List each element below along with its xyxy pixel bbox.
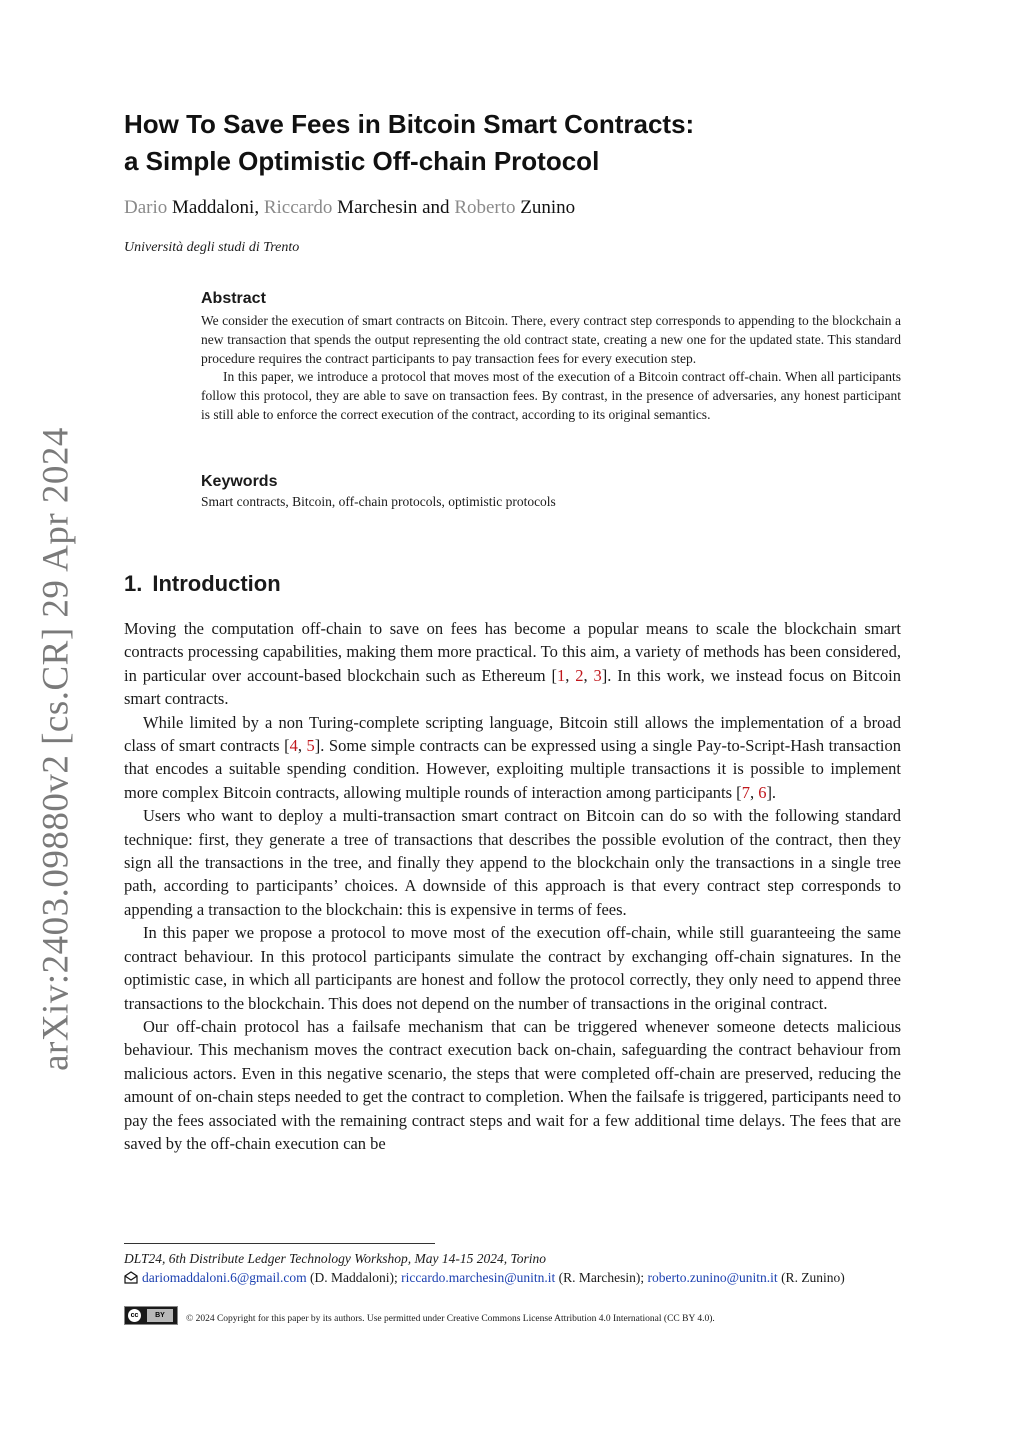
citation-link[interactable]: 5 [306, 736, 315, 756]
keywords-heading: Keywords [201, 473, 278, 490]
email-owner-3: (R. Zunino) [777, 1270, 845, 1285]
keywords-text: Smart contracts, Bitcoin, off-chain protocols, optimistic protocols [201, 494, 556, 509]
footnote-emails [124, 1269, 904, 1287]
citation-link[interactable]: 3 [593, 665, 602, 685]
footnote-divider [124, 1243, 435, 1244]
title-line-2: a Simple Optimistic Off-chain Protocol [124, 146, 600, 176]
title-line-1: How To Save Fees in Bitcoin Smart Contracts: [124, 109, 695, 139]
abstract-paragraph-2: In this paper, we introduce a protocol that moves most of the execution of a Bitcoin contract off-chain. When all participants follow this protocol, they are able to save on transaction fees. By contrast, in the presence of adversaries, any honest participant is still able to enforce the correct execution of the contract, according to its original semantics. [201, 369, 901, 422]
footnote-copyright [124, 1306, 904, 1328]
cc-label: cc [128, 1309, 141, 1322]
section-title: Introduction [152, 571, 281, 596]
author-3-family: Zunino [520, 197, 576, 218]
email-owner-1: (D. Maddaloni); [306, 1270, 402, 1285]
paper-title [124, 106, 904, 180]
author-2-given: Riccardo [263, 197, 333, 218]
affiliation: Università degli studi di Trento [124, 240, 300, 255]
email-link-zunino[interactable]: roberto.zunino@unitn.it [647, 1270, 778, 1285]
email-link-marchesin[interactable]: riccardo.marchesin@unitn.it [401, 1270, 556, 1285]
email-owner-2: (R. Marchesin); [555, 1270, 648, 1285]
citation-link[interactable]: 4 [289, 736, 298, 756]
abstract-paragraph-1: We consider the execution of smart contracts on Bitcoin. There, every contract step corresponds to appending to the blockchain a new transaction that spends the output representing the old contract state, creating a new one for the updated state. This standard procedure requires the contract participants to pay transaction fees for every execution step. [201, 313, 901, 366]
introduction-body [124, 617, 901, 1155]
intro-p2-text-b: ]. Some simple contracts can be expressed using a single Pay-to-Script-Hash transaction that encodes a suitable spending condition. However, exploiting multiple transactions it is possible to implement more complex Bitcoin contracts, allowing multiple rounds of interaction among participants [ [124, 736, 902, 802]
intro-paragraph-1: Moving the computation off-chain to save on fees has become a popular means to scale the blockchain smart contracts processing capabilities, making them more practical. To this aim, a variety of methods has been considered, in particular over account-based blockchain such as Ethereum [1, 2, 3]. In this work, we instead focus on Bitcoin smart contracts. [124, 619, 902, 709]
intro-paragraph-3: Users who want to deploy a multi-transaction smart contract on Bitcoin can do so with the following standard technique: first, they generate a tree of transactions that describes the possible evolution of the contract, then they sign all the transactions in the tree, and finally they append to the blockchain only the transactions in a single tree path, according to participants’ choices. A downside of this approach is that every contract step corresponds to appending a transaction to the blockchain: this is expensive in terms of fees. [124, 806, 901, 919]
arxiv-identifier-stamp: arXiv:2403.09880v2 [cs.CR] 29 Apr 2024 [35, 427, 77, 1071]
copyright-text: © 2024 Copyright for this paper by its authors. Use permitted under Creative Commons License Attribution 4.0 International (CC BY 4.0). [186, 1314, 715, 1324]
abstract-body [201, 312, 901, 425]
author-3-given: Roberto [454, 197, 516, 218]
intro-p1-text-b: ]. In this work, we instead focus on Bitcoin smart contracts. [124, 665, 902, 709]
intro-p2-text-c: ]. [766, 782, 777, 802]
cc-by-license-icon [124, 1306, 178, 1325]
author-1-family: Maddaloni [172, 197, 255, 218]
author-2-sep: and [417, 197, 450, 218]
citation-link[interactable]: 7 [741, 782, 750, 802]
author-1-given: Dario [124, 197, 168, 218]
footnote-conference: DLT24, 6th Distribute Ledger Technology Workshop, May 14-15 2024, Torino [124, 1251, 547, 1266]
intro-p1-text-a: Moving the computation off-chain to save on fees has become a popular means to scale the blockchain smart contracts processing capabilities, making them more practical. To this aim, a variety of methods has been considered, in particular over account-based blockchain such as Ethereum [ [124, 619, 901, 685]
envelope-icon [124, 1271, 138, 1284]
citation-link[interactable]: 1 [556, 665, 566, 685]
citation-link[interactable]: 2 [575, 665, 584, 685]
email-link-maddaloni[interactable]: dariomaddaloni.6@gmail.com [142, 1270, 307, 1285]
intro-p2-text-a: While limited by a non Turing-complete scripting language, Bitcoin still allows the implementation of a broad class of smart contracts [ [124, 712, 901, 756]
intro-paragraph-4: In this paper we propose a protocol to move most of the execution off-chain, while still guaranteeing the same contract behaviour. In this protocol participants simulate the contract by exchanging off-chain signatures. In the optimistic case, in which all participants are honest and follow the protocol correctly, they only need to append three transactions to the blockchain. This does not depend on the number of transactions in the original contract. [124, 923, 901, 1013]
intro-paragraph-5: Our off-chain protocol has a failsafe mechanism that can be triggered whenever someone detects malicious behaviour. This mechanism moves the contract execution back on-chain, safeguarding the contract behaviour from malicious actors. Even in this negative scenario, the steps that were completed off-chain are preserved, reducing the amount of on-chain steps needed to get the contract to completion. When the failsafe is triggered, participants need to pay the fees associated with the remaining contract steps and wait for a few additional time delays. The fees that are saved by the off-chain execution can be [124, 1016, 901, 1153]
citation-link[interactable]: 6 [758, 782, 767, 802]
section-heading [124, 571, 281, 597]
section-number: 1. [124, 571, 143, 596]
abstract-heading: Abstract [201, 290, 266, 307]
author-2-family: Marchesin [337, 197, 418, 218]
author-1-sep: , [254, 197, 260, 218]
author-list [124, 197, 575, 219]
intro-paragraph-2: While limited by a non Turing-complete scripting language, Bitcoin still allows the implementation of a broad class of smart contracts [4, 5]. Some simple contracts can be expressed using a single Pay-to-Script-Hash transaction that encodes a suitable spending condition. However, exploiting multiple transactions it is possible to implement more complex Bitcoin contracts, allowing multiple rounds of interaction among participants [7, 6]. [124, 712, 902, 802]
by-label: BY [147, 1309, 173, 1322]
